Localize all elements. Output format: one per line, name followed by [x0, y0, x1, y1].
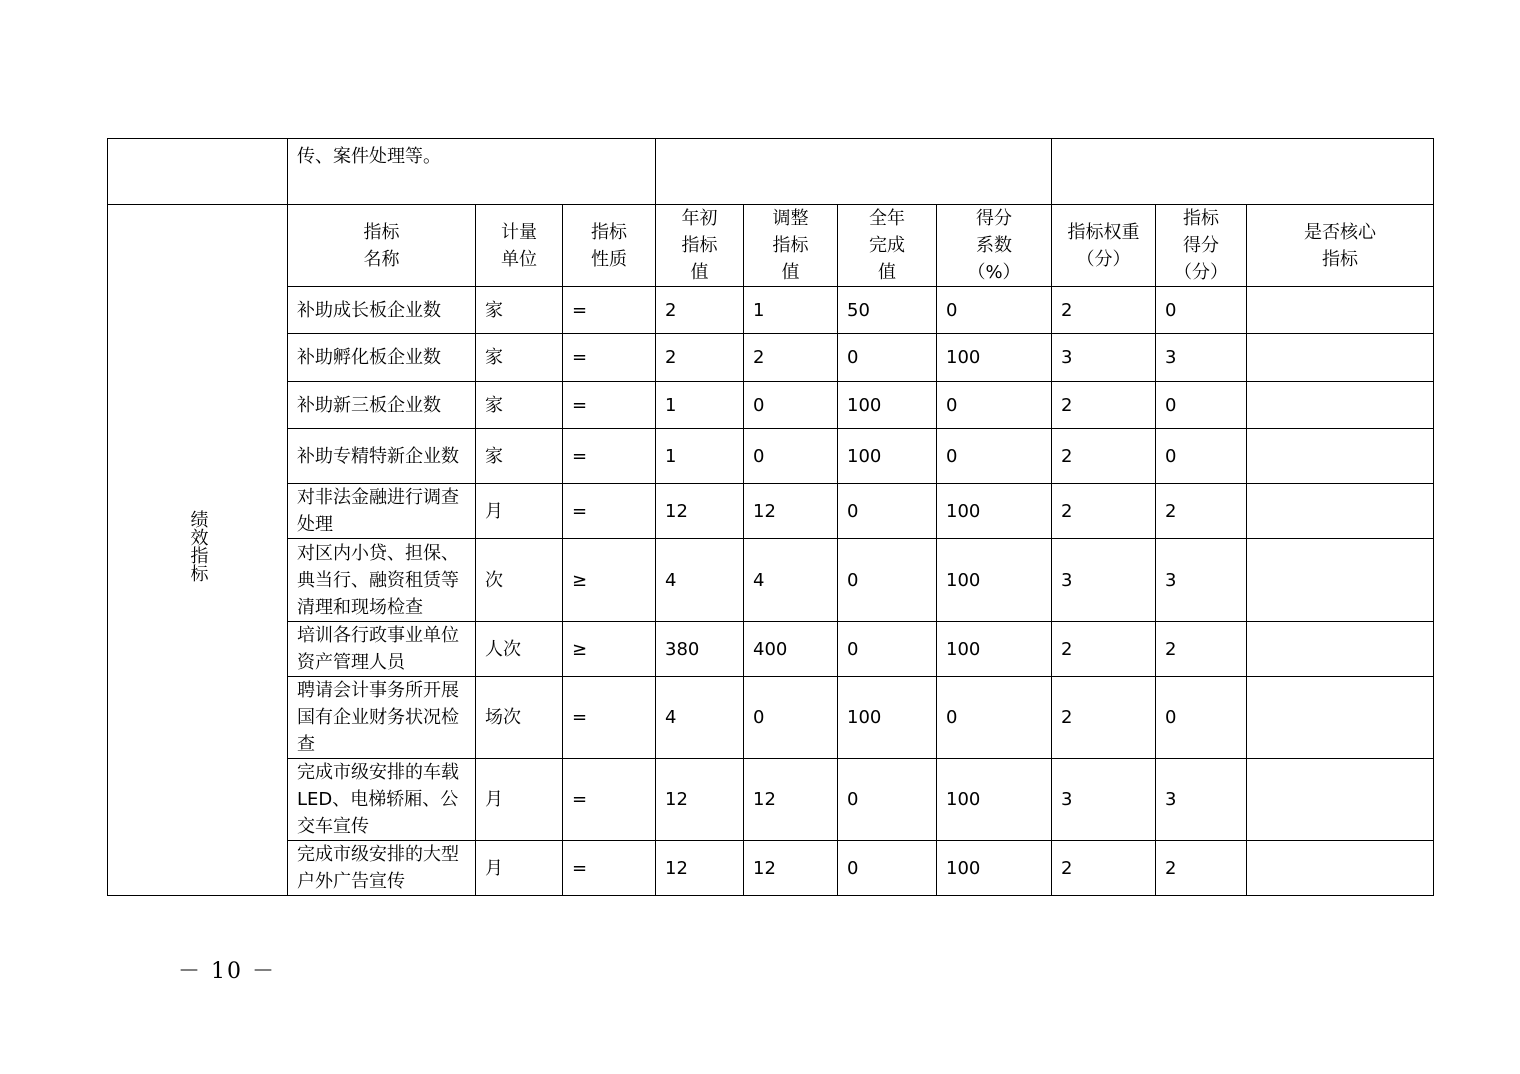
coefficient-cell: 100 — [937, 334, 1052, 382]
unit-cell: 月 — [476, 759, 563, 841]
adjusted-value-cell: 2 — [744, 334, 838, 382]
nature-cell: = — [563, 334, 656, 382]
actual-value-cell: 0 — [838, 539, 937, 622]
score-cell: 2 — [1156, 841, 1247, 896]
indicator-name-cell: 聘请会计事务所开展国有企业财务状况检查 — [288, 677, 476, 759]
intro-text-cell: 传、案件处理等。 — [288, 139, 656, 205]
table-row — [108, 759, 1434, 841]
adjusted-value-cell: 12 — [744, 759, 838, 841]
actual-value-cell: 100 — [838, 429, 937, 484]
header-actual-value — [838, 205, 937, 287]
indicator-name-cell: 完成市级安排的车载 LED、电梯轿厢、公交车宣传 — [288, 759, 476, 841]
unit-cell: 场次 — [476, 677, 563, 759]
score-cell: 0 — [1156, 287, 1247, 334]
nature-cell: = — [563, 382, 656, 429]
core-cell — [1247, 382, 1434, 429]
coefficient-cell: 100 — [937, 759, 1052, 841]
intro-middle-cell — [656, 139, 1052, 205]
adjusted-value-cell: 12 — [744, 841, 838, 896]
nature-cell: = — [563, 287, 656, 334]
initial-value-cell: 12 — [656, 841, 744, 896]
unit-cell: 家 — [476, 287, 563, 334]
header-is-core-label: 是否核心 指标 — [1304, 221, 1377, 270]
initial-value-cell: 4 — [656, 677, 744, 759]
coefficient-cell: 0 — [937, 287, 1052, 334]
table-row — [108, 622, 1434, 677]
adjusted-value-cell: 0 — [744, 382, 838, 429]
adjusted-value-cell: 4 — [744, 539, 838, 622]
header-indicator-name-label: 指标 名称 — [363, 221, 400, 270]
header-adjusted-value-label: 调整 指标 值 — [772, 208, 809, 283]
performance-table — [107, 138, 1434, 896]
indicator-name-cell: 完成市级安排的大型户外广告宣传 — [288, 841, 476, 896]
score-cell: 3 — [1156, 334, 1247, 382]
weight-cell: 2 — [1052, 677, 1156, 759]
header-is-core — [1247, 205, 1434, 287]
coefficient-cell: 100 — [937, 841, 1052, 896]
score-cell: 0 — [1156, 677, 1247, 759]
header-weight — [1052, 205, 1156, 287]
weight-cell: 2 — [1052, 287, 1156, 334]
initial-value-cell: 12 — [656, 484, 744, 539]
score-cell: 3 — [1156, 759, 1247, 841]
initial-value-cell: 12 — [656, 759, 744, 841]
score-cell: 2 — [1156, 484, 1247, 539]
core-cell — [1247, 539, 1434, 622]
header-unit-label: 计量 单位 — [501, 221, 537, 270]
nature-cell: = — [563, 429, 656, 484]
table-row — [108, 382, 1434, 429]
nature-cell: ≥ — [563, 539, 656, 622]
initial-value-cell: 380 — [656, 622, 744, 677]
weight-cell: 2 — [1052, 429, 1156, 484]
unit-cell: 家 — [476, 334, 563, 382]
indicator-name-cell: 对非法金融进行调查处理 — [288, 484, 476, 539]
actual-value-cell: 0 — [838, 622, 937, 677]
adjusted-value-cell: 1 — [744, 287, 838, 334]
nature-cell: = — [563, 841, 656, 896]
core-cell — [1247, 334, 1434, 382]
actual-value-cell: 0 — [838, 484, 937, 539]
nature-cell: = — [563, 759, 656, 841]
score-cell: 3 — [1156, 539, 1247, 622]
weight-cell: 3 — [1052, 539, 1156, 622]
intro-row — [108, 139, 1434, 205]
actual-value-cell: 100 — [838, 382, 937, 429]
table-row — [108, 287, 1434, 334]
nature-cell: = — [563, 484, 656, 539]
weight-cell: 3 — [1052, 334, 1156, 382]
coefficient-cell: 0 — [937, 429, 1052, 484]
nature-cell: = — [563, 677, 656, 759]
category-cell — [108, 205, 288, 896]
core-cell — [1247, 677, 1434, 759]
header-score — [1156, 205, 1247, 287]
indicator-name-cell: 补助成长板企业数 — [288, 287, 476, 334]
unit-cell: 次 — [476, 539, 563, 622]
header-row — [108, 205, 1434, 287]
header-initial-value-label: 年初 指标 值 — [681, 208, 718, 283]
header-nature-label: 指标 性质 — [591, 221, 627, 270]
initial-value-cell: 1 — [656, 429, 744, 484]
header-adjusted-value — [744, 205, 838, 287]
table-row — [108, 677, 1434, 759]
adjusted-value-cell: 12 — [744, 484, 838, 539]
header-nature — [563, 205, 656, 287]
weight-cell: 2 — [1052, 841, 1156, 896]
core-cell — [1247, 287, 1434, 334]
category-label: 绩效指标 — [187, 510, 209, 582]
actual-value-cell: 0 — [838, 841, 937, 896]
actual-value-cell: 0 — [838, 334, 937, 382]
unit-cell: 月 — [476, 841, 563, 896]
score-cell: 0 — [1156, 429, 1247, 484]
adjusted-value-cell: 400 — [744, 622, 838, 677]
adjusted-value-cell: 0 — [744, 677, 838, 759]
table-row — [108, 841, 1434, 896]
indicator-name-cell: 对区内小贷、担保、典当行、融资租赁等清理和现场检查 — [288, 539, 476, 622]
header-score-coefficient-label: 得分 系数 （%） — [967, 208, 1021, 283]
initial-value-cell: 4 — [656, 539, 744, 622]
weight-cell: 3 — [1052, 759, 1156, 841]
coefficient-cell: 100 — [937, 484, 1052, 539]
table-row — [108, 539, 1434, 622]
score-cell: 2 — [1156, 622, 1247, 677]
header-score-label: 指标 得分 （分） — [1174, 208, 1229, 283]
coefficient-cell: 100 — [937, 622, 1052, 677]
core-cell — [1247, 484, 1434, 539]
unit-cell: 家 — [476, 382, 563, 429]
table-row — [108, 484, 1434, 539]
indicator-name-cell: 补助新三板企业数 — [288, 382, 476, 429]
initial-value-cell: 2 — [656, 287, 744, 334]
core-cell — [1247, 759, 1434, 841]
coefficient-cell: 0 — [937, 382, 1052, 429]
actual-value-cell: 0 — [838, 759, 937, 841]
indicator-name-cell: 培训各行政事业单位资产管理人员 — [288, 622, 476, 677]
header-unit — [476, 205, 563, 287]
weight-cell: 2 — [1052, 622, 1156, 677]
header-initial-value — [656, 205, 744, 287]
header-indicator-name — [288, 205, 476, 287]
actual-value-cell: 50 — [838, 287, 937, 334]
table-row — [108, 334, 1434, 382]
core-cell — [1247, 841, 1434, 896]
header-weight-label: 指标权重 （分） — [1067, 221, 1140, 270]
indicator-name-cell: 补助孵化板企业数 — [288, 334, 476, 382]
coefficient-cell: 0 — [937, 677, 1052, 759]
header-actual-value-label: 全年 完成 值 — [869, 208, 906, 283]
intro-right-cell — [1052, 139, 1434, 205]
unit-cell: 家 — [476, 429, 563, 484]
core-cell — [1247, 622, 1434, 677]
weight-cell: 2 — [1052, 484, 1156, 539]
core-cell — [1247, 429, 1434, 484]
header-score-coefficient — [937, 205, 1052, 287]
unit-cell: 人次 — [476, 622, 563, 677]
intro-empty-cell — [108, 139, 288, 205]
initial-value-cell: 2 — [656, 334, 744, 382]
score-cell: 0 — [1156, 382, 1247, 429]
nature-cell: ≥ — [563, 622, 656, 677]
actual-value-cell: 100 — [838, 677, 937, 759]
weight-cell: 2 — [1052, 382, 1156, 429]
coefficient-cell: 100 — [937, 539, 1052, 622]
initial-value-cell: 1 — [656, 382, 744, 429]
indicator-name-cell: 补助专精特新企业数 — [288, 429, 476, 484]
unit-cell: 月 — [476, 484, 563, 539]
table-row — [108, 429, 1434, 484]
page-number: － 10 － — [178, 959, 276, 984]
adjusted-value-cell: 0 — [744, 429, 838, 484]
